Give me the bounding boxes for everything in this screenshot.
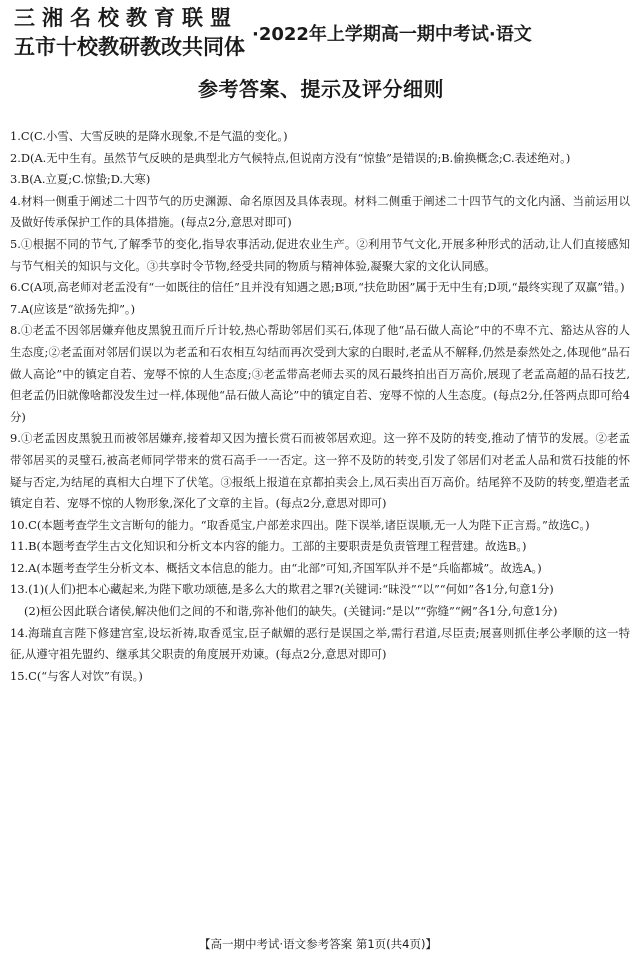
organization-line-1: 三湘名校教育联盟 [14, 6, 238, 30]
answer-list [10, 126, 630, 687]
answer-item-15: 15.C(“与客人对饮”有误。) [10, 668, 143, 683]
answer-item-7: 7.A(应该是“欲扬先抑”。) [10, 301, 136, 316]
answer-item-4: 4.材料一侧重于阐述二十四节气的历史渊源、命名原因及具体表现。材料二侧重于阐述二十四节气的文化内涵、当前运用以及做好传承保护工作的具体措施。(每点2分,意思对即可) [10, 193, 630, 230]
answer-item-12: 12.A(本题考查学生分析文本、概括文本信息的能力。由“北部”可知,齐国军队并不是“兵临都城”。故选A。) [10, 560, 542, 575]
answer-item-1: 1.C(C.小雪、大雪反映的是降水现象,不是气温的变化。) [10, 129, 288, 143]
answer-item-11: 11.B(本题考查学生古文化知识和分析文本内容的能力。工部的主要职责是负责管理工程营建。故选B。) [10, 539, 527, 554]
answer-item-14: 14.海瑞直言陛下修建宫室,设坛祈祷,取香觅宝,臣子献媚的恶行是误国之举,需行君道,尽臣责;展喜则抓住孝公孝顺的这一特征,从遵守祖先盟约、继承其父职责的角度展开劝谏。(每点2分,意思对即可) [10, 625, 630, 662]
answer-item-6: 6.C(A项,高老师对老孟没有“一如既往的信任”且并没有知遇之恩;B项,“扶危助困”属于无中生有;D项,“最终实现了双赢”错。) [10, 280, 625, 295]
answer-item-3: 3.B(A.立夏;C.惊蛰;D.大寒) [10, 172, 151, 187]
organization-names [14, 4, 250, 62]
exam-title: ·2022年上学期高一期中考试·语文 [252, 24, 532, 45]
answer-item-8: 8.①老孟不因邻居嫌弃他皮黑貌丑而斤斤计较,热心帮助邻居们买石,体现了他“品石做人高论”中的不卑不亢、豁达从容的人生态度;②老孟面对邻居们误以为老孟和石农相互勾结而再次受到大家的白眼时,老孟从不解释,仍然是泰然处之,体现他“品石做人高论”中的镇定自若、宠辱不惊的人生态度;③老孟带高老师去买的凤石最终拍出百万高价,展现了老孟高超的品石技艺,但老孟仍旧就像啥都没发生过一样,体现他“品石做人高论”中的镇定自若、宠辱不惊的人生态度。(每点2分,任答两点即可给4分) [10, 323, 630, 424]
answer-item-13-part-2: (2)桓公因此联合诸侯,解决他们之间的不和谐,弥补他们的缺失。(关键词:“是以”“弥缝”“阙”各1分,句意1分) [24, 604, 558, 619]
page-title: 参考答案、提示及评分细则 [198, 77, 444, 101]
answer-item-13-part-1: 13.(1)(人们)把本心藏起来,为陛下歌功颂德,是多么大的欺君之罪?(关键词:“昧没”“以”“何如”各1分,句意1分) [10, 582, 554, 597]
organization-line-2: 五市十校教研教改共同体 [14, 35, 245, 59]
answer-item-5: 5.①根据不同的节气,了解季节的变化,指导农事活动,促进农业生产。②利用节气文化,开展多种形式的活动,让人们直接感知与节气相关的知识与文化。③共享时令节物,经受共同的物质与精神体验,凝聚大家的文化认同感。 [10, 236, 630, 273]
answer-item-10: 10.C(本题考查学生文言断句的能力。“取香觅宝,户部差求四出。陛下误举,诸臣误顺,无一人为陛下正言焉。”故选C。) [10, 517, 590, 532]
answer-item-2: 2.D(A.无中生有。虽然节气反映的是典型北方气候特点,但说南方没有“惊蛰”是错误的;B.偷换概念;C.表述绝对。) [10, 150, 571, 165]
page-footer: 【高一期中考试·语文参考答案 第1页(共4页)】 [199, 937, 437, 951]
answer-item-9: 9.①老孟因皮黑貌丑而被邻居嫌弃,接着却又因为擅长赏石而被邻居欢迎。这一猝不及防的转变,推动了情节的发展。②老孟带邻居买的灵璧石,被高老师同学带来的赏石高手一一否定。这一猝不及防的转变,引发了邻居们对老孟人品和赏石技能的怀疑与否定,为结尾的真相大白埋下了伏笔。③报纸上报道在京都拍卖会上,凤石卖出百万高价。结尾猝不及防的转变,塑造老孟镇定自若、宠辱不惊的人物形象,深化了文章的主旨。(每点2分,意思对即可) [10, 431, 630, 511]
